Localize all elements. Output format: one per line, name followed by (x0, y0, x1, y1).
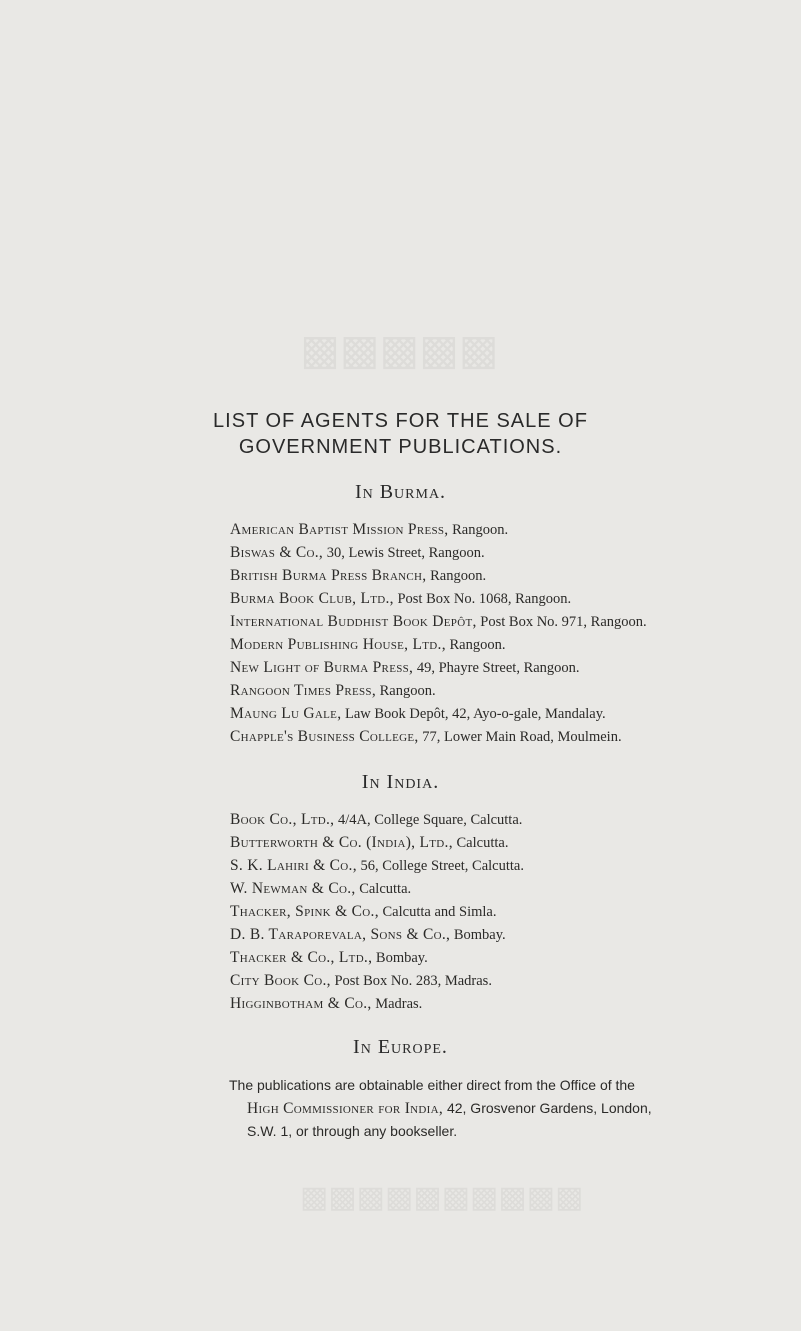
agent-address: 56, College Street, Calcutta. (356, 858, 524, 874)
list-item (230, 880, 411, 898)
section-heading-burma: In Burma. (354, 481, 447, 503)
bleed-through-bottom: ▩▩▩▩▩▩▩▩▩▩ (300, 1181, 584, 1214)
agent-address: Calcutta and Simla. (378, 904, 497, 920)
list-item (230, 544, 485, 562)
list-item (230, 995, 422, 1013)
list-item (230, 949, 428, 967)
agent-name: Book Co., Ltd., (230, 811, 335, 828)
agent-name: Maung Lu Gale, (230, 705, 342, 722)
list-item (230, 811, 522, 829)
list-item (230, 705, 606, 723)
list-item (230, 834, 508, 852)
agent-name: British Burma Press Branch, (230, 567, 427, 584)
agent-address: 49, Phayre Street, Rangoon. (413, 660, 580, 676)
agent-name: Thacker, Spink & Co., (230, 903, 379, 920)
document-title-line-2: GOVERNMENT PUBLICATIONS. (238, 436, 563, 458)
list-item (230, 659, 580, 677)
list-item (230, 613, 647, 631)
section-heading-europe: In Europe. (353, 1036, 448, 1058)
agent-address: Calcutta. (452, 835, 509, 851)
agent-name: Butterworth & Co. (India), Ltd., (230, 834, 453, 851)
document-title-line-1: LIST OF AGENTS FOR THE SALE OF (213, 410, 588, 432)
agent-name: D. B. Taraporevala, Sons & Co., (230, 926, 451, 943)
list-item (230, 636, 505, 654)
list-item (230, 857, 524, 875)
agent-address: 4/4A, College Square, Calcutta. (334, 812, 523, 828)
list-item (230, 521, 508, 539)
list-item (230, 903, 496, 921)
agent-name: Burma Book Club, Ltd., (230, 590, 394, 607)
agent-address: Madras. (371, 996, 423, 1012)
agent-address: 77, Lower Main Road, Moulmein. (418, 729, 622, 745)
agent-address: Bombay. (372, 950, 428, 966)
agent-name: W. Newman & Co., (230, 880, 356, 897)
agent-address: Rangoon. (376, 683, 436, 699)
agent-address: Post Box No. 283, Madras. (330, 973, 492, 989)
section-heading-india: In India. (361, 771, 440, 793)
list-item (230, 590, 571, 608)
agent-name: American Baptist Mission Press, (230, 521, 449, 538)
agent-name: Biswas & Co., (230, 544, 324, 561)
agent-address: Post Box No. 1068, Rangoon. (393, 591, 572, 607)
bleed-through-top: ▩▩▩▩▩ (300, 328, 499, 374)
agent-address: 42, Grosvenor Gardens, London, (443, 1100, 652, 1116)
agent-name: High Commissioner for India, (247, 1100, 444, 1117)
agent-address: Post Box No. 971, Rangoon. (476, 614, 647, 630)
list-item (230, 682, 436, 700)
europe-paragraph-line-2 (247, 1100, 652, 1118)
list-item (230, 728, 622, 746)
list-item (230, 972, 492, 990)
agent-address: Rangoon. (426, 568, 487, 584)
agent-name: Higginbotham & Co., (230, 995, 372, 1012)
agent-name: International Buddhist Book Depôt, (230, 613, 477, 630)
list-item (230, 567, 486, 585)
agent-name: Rangoon Times Press, (230, 682, 377, 699)
europe-paragraph-line-3: S.W. 1, or through any bookseller. (247, 1123, 458, 1139)
europe-paragraph-line-1: The publications are obtainable either direct from the Office of the (229, 1077, 635, 1093)
agent-address: Bombay. (450, 927, 506, 943)
agent-name: Thacker & Co., Ltd., (230, 949, 373, 966)
agent-name: Chapple's Business College, (230, 728, 419, 745)
agent-address: Law Book Depôt, 42, Ayo-o-gale, Mandalay. (341, 706, 606, 722)
agent-address: Calcutta. (355, 881, 412, 897)
list-item (230, 926, 506, 944)
agent-address: Rangoon. (445, 637, 506, 653)
agent-name: City Book Co., (230, 972, 331, 989)
agent-name: S. K. Lahiri & Co., (230, 857, 357, 874)
agent-address: 30, Lewis Street, Rangoon. (323, 545, 485, 561)
agent-name: New Light of Burma Press, (230, 659, 414, 676)
agent-name: Modern Publishing House, Ltd., (230, 636, 446, 653)
agent-address: Rangoon. (448, 522, 509, 538)
